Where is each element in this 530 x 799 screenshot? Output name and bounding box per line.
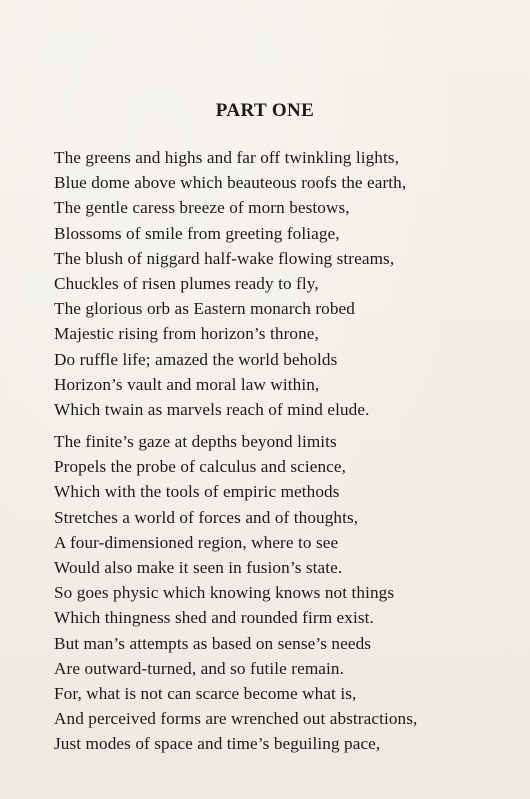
verse-line: Stretches a world of forces and of thoughts, xyxy=(54,507,359,527)
verse-line: Which thingness shed and rounded firm exist. xyxy=(54,608,374,628)
verse-line: The glorious orb as Eastern monarch robed xyxy=(54,299,355,319)
verse-line: Majestic rising from horizon’s throne, xyxy=(54,324,319,344)
verse-line: Which with the tools of empiric methods xyxy=(54,482,340,502)
verse-line: But man’s attempts as based on sense’s needs xyxy=(54,633,372,653)
verse-line: Just modes of space and time’s beguiling pace, xyxy=(54,734,381,754)
show-through-page-number xyxy=(450,36,452,57)
verse-line: Blossoms of smile from greeting foliage, xyxy=(54,223,340,243)
verse-line: Which twain as marvels reach of mind elude. xyxy=(54,400,370,420)
verse-line: The finite’s gaze at depths beyond limits xyxy=(54,432,337,451)
verse-line: Are outward-turned, and so futile remain. xyxy=(54,658,344,678)
verse-line: Would also make it seen in fusion’s state. xyxy=(54,558,343,578)
verse-line: The greens and highs and far off twinkling lights, xyxy=(54,148,400,167)
verse-line: Horizon’s vault and moral law within, xyxy=(54,374,320,394)
stanza-2 xyxy=(54,429,417,757)
verse-line: The gentle caress breeze of morn bestows, xyxy=(54,198,350,218)
verse-line: For, what is not can scarce become what is, xyxy=(54,684,357,704)
stanza-1 xyxy=(54,145,406,422)
verse-line: A four-dimensioned region, where to see xyxy=(54,532,339,552)
verse-line: Propels the probe of calculus and science, xyxy=(54,457,346,477)
verse-line: And perceived forms are wrenched out abstractions, xyxy=(54,709,418,729)
verse-line: Do ruffle life; amazed the world beholds xyxy=(54,349,338,369)
verse-line: Blue dome above which beauteous roofs the earth, xyxy=(54,173,407,193)
verse-line: Chuckles of risen plumes ready to fly, xyxy=(54,274,319,294)
part-heading: PART ONE xyxy=(215,100,315,121)
verse-line: The blush of niggard half-wake flowing streams, xyxy=(54,248,395,268)
verse-line: So goes physic which knowing knows not things xyxy=(54,583,395,603)
show-through-header xyxy=(150,41,490,53)
